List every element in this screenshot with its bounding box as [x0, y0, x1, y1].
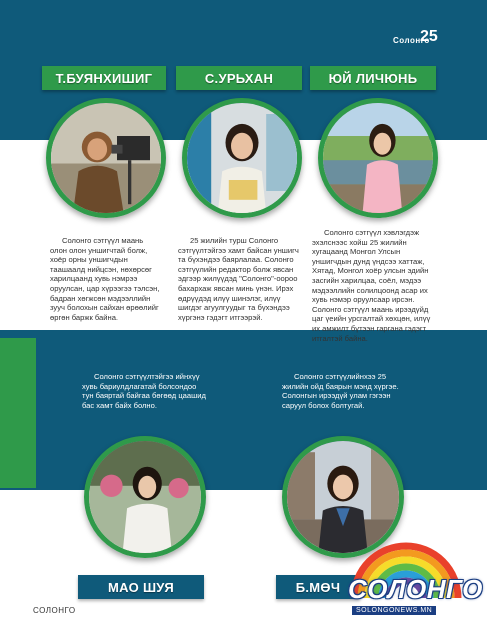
name-plate-1: Т.БУЯНХИШИГ [42, 66, 166, 90]
quote-text-1 [50, 236, 162, 322]
footer-magazine-name: СОЛОНГО [33, 606, 76, 615]
logo-wordmark: СОЛОНГО [348, 574, 483, 604]
middle-band [0, 330, 487, 490]
photo-portrait-4 [84, 436, 206, 558]
website-url: SOLONGONEWS.MN [352, 606, 436, 615]
quote-text-5 [282, 372, 412, 410]
quote-paragraph-3: Солонго сэтгүүл хэвлэгдэж эхэлснээс хойш 25 жилийн хугацаанд Монгол Улсын уншигчдын дунд үндсээ хаттаж, Хятад, Монгол хоёр улсын эдийн засгийн харилцаа, соёл, мэдээ мэдээллийн солилцоонд асар их хувь нэмэр оруулсаар ирсэн. Солонго сэтгүүл маань ирээдүйд цаг үеийн урсгалтай хөхцөн, илүү их амжилт бүтээн гаргана гэдэгт итгалтэй байна. [312, 228, 431, 343]
photo-1-image [51, 103, 161, 213]
quote-text-4 [82, 372, 208, 410]
name-plate-4: МАО ШУЯ [78, 575, 204, 599]
quote-paragraph-2: 25 жилийн турш Солонго сэтгүүлтэйгээ хамт байсан уншигч та бүхэндээ баярлалаа. Солонго сэтгүүлийн редактор болж явсан эдгээр жилүүдэд "Солонго"-оороо бахархаж явсан минь үнэн. Ирэх өдрүүдэд илүү шинэлэг, илүү шигдэг агуулгуудыг та бүхэндээ хүргэнэ гэдэгт итгээрэй. [178, 236, 299, 322]
name-plate-2: С.УРЬХАН [176, 66, 302, 90]
quote-paragraph-5: Солонго сэтгүүлийнхээ 25 жилийн ойд баярын мэнд хүргэе. Солонгын ирээдүй улам гэгээн саруул болох болтугай. [282, 372, 399, 410]
quote-paragraph-1: Солонго сэтгүүл маань олон олон уншигчтай болж, хоёр орны уншигчдын таашаалд нийцсэн, нөхөрсөг харилцаанд хувь нэмрээ оруулсан, цар хүрээгээ тэлсэн, бадран хөгжсөн мэдээллийн зууч болохын сайхан өрөөлийг өргөн баржк байна. [50, 236, 160, 322]
photo-4-image [89, 441, 201, 553]
quote-text-2 [178, 236, 300, 322]
quote-paragraph-4: Солонго сэтгүүлтэйгээ ийнхүү хувь бариулдлагатай болсондоо тун баяртай байгаа бөгөөд цаашид бас хамт байх болно. [82, 372, 206, 410]
quote-text-3 [312, 228, 438, 343]
logo-word: Солонго [393, 36, 430, 45]
name-plate-3: ЮЙ ЛИЧЮНЬ [310, 66, 436, 90]
magazine-logo [393, 28, 441, 48]
photo-portrait-3 [318, 98, 438, 218]
logo-number: 25 [420, 28, 438, 45]
photo-3-image [323, 103, 433, 213]
photo-2-image [187, 103, 297, 213]
green-edge-block [0, 338, 36, 488]
photo-portrait-2 [182, 98, 302, 218]
photo-portrait-1 [46, 98, 166, 218]
solongo-logo [340, 530, 487, 642]
name-plate-5: Б.МӨЧ [276, 575, 360, 599]
